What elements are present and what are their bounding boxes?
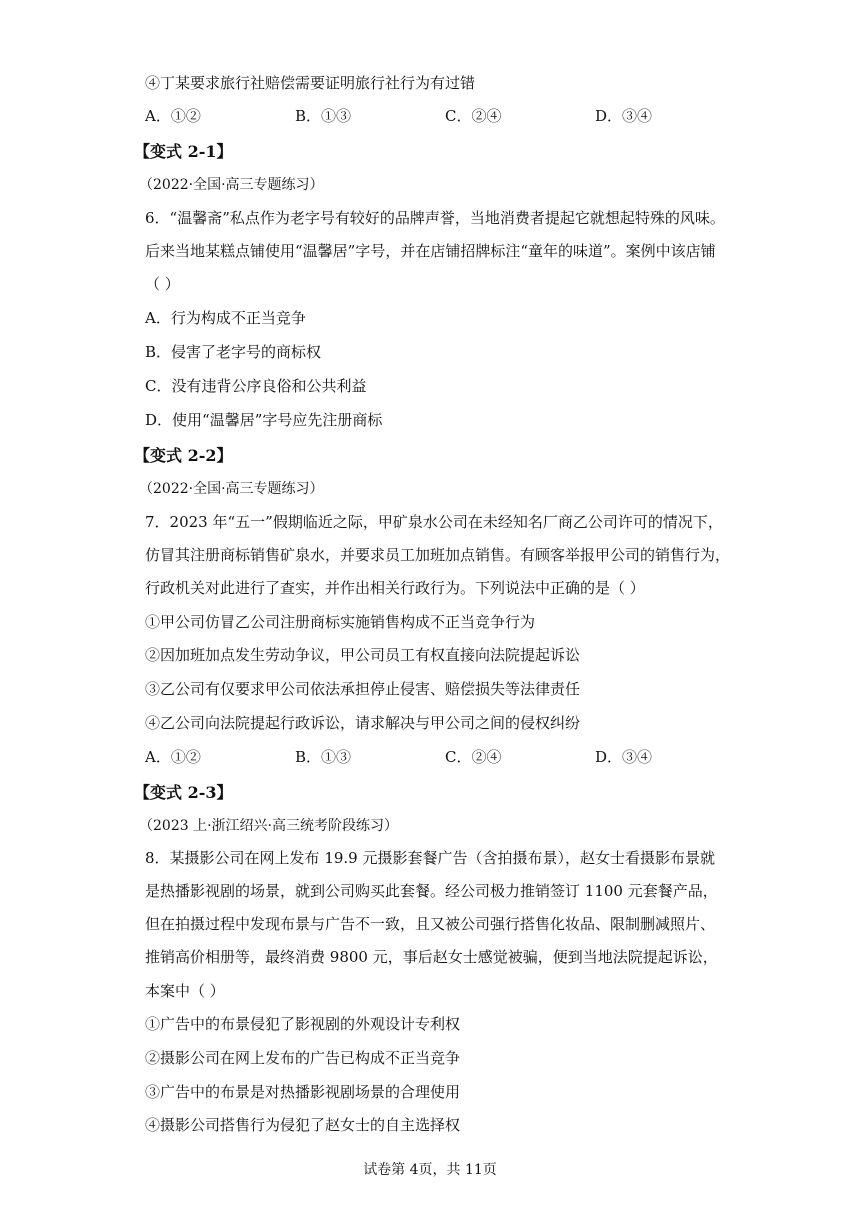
answer-option: A．①②	[145, 107, 201, 125]
text-line: 行政机关对此进行了查实，并作出相关行政行为。下列说法中正确的是（ ）	[145, 579, 645, 597]
answer-option: C．②④	[445, 748, 502, 766]
variant-heading: 【变式 2-3】	[134, 783, 233, 802]
text-line: B．侵害了老字号的商标权	[145, 343, 322, 361]
answer-option: D．③④	[595, 107, 653, 125]
text-line: C．没有违背公序良俗和公共利益	[145, 377, 367, 395]
variant-heading: 【变式 2-1】	[134, 142, 233, 161]
text-line: 8．某摄影公司在网上发布 19.9 元摄影套餐广告（含拍摄布景），赵女士看摄影布景就	[145, 849, 715, 867]
text-line: ①广告中的布景侵犯了影视剧的外观设计专利权	[145, 1015, 461, 1033]
text-line: D．使用“温馨居”字号应先注册商标	[145, 411, 383, 429]
text-line: （ ）	[145, 275, 180, 293]
text-line: ②摄影公司在网上发布的广告已构成不正当竞争	[145, 1049, 461, 1067]
answer-option: C．②④	[445, 107, 502, 125]
question-source: （2022·全国·高三专题练习）	[139, 177, 324, 193]
text-line: 本案中（ ）	[145, 982, 225, 1000]
text-line: A．行为构成不正当竞争	[145, 309, 306, 327]
text-line: ④摄影公司搭售行为侵犯了赵女士的自主选择权	[145, 1116, 461, 1134]
text-line: 6．“温馨斋”私点作为老字号有较好的品牌声誉，当地消费者提起它就想起特殊的风味。	[145, 209, 725, 227]
question-source: （2023 上·浙江绍兴·高三统考阶段练习）	[139, 818, 398, 834]
text-line: 推销高价相册等，最终消费 9800 元，事后赵女士感觉被骗，便到当地法院提起诉讼，	[145, 948, 718, 966]
answer-option: B．①③	[295, 107, 352, 125]
text-line: 仿冒其注册商标销售矿泉水，并要求员工加班加点销售。有顾客举报甲公司的销售行为，	[145, 546, 731, 564]
variant-heading: 【变式 2-2】	[134, 446, 233, 465]
text-line: 后来当地某糕点铺使用“温馨居”字号，并在店铺招牌标注“童年的味道”。案例中该店铺	[145, 242, 716, 260]
text-line: ③乙公司有仅要求甲公司依法承担停止侵害、赔偿损失等法律责任	[145, 680, 581, 698]
answer-option: B．①③	[295, 748, 352, 766]
answer-option: A．①②	[145, 748, 201, 766]
text-line: ①甲公司仿冒乙公司注册商标实施销售构成不正当竞争行为	[145, 613, 536, 631]
answer-option: D．③④	[595, 748, 653, 766]
page-footer: 试卷第 4页，共 11页	[363, 1162, 497, 1178]
text-line: 7．2023 年“五一”假期临近之际，甲矿泉水公司在未经知名厂商乙公司许可的情况下，	[145, 513, 723, 531]
text-line: 但在拍摄过程中发现布景与广告不一致，且又被公司强行搭售化妆品、限制删减照片、	[145, 915, 716, 933]
text-line: 是热播影视剧的场景，就到公司购买此套餐。经公司极力推销签订 1100 元套餐产品，	[145, 882, 718, 900]
question-source: （2022·全国·高三专题练习）	[139, 481, 324, 497]
text-line: ④丁某要求旅行社赔偿需要证明旅行社行为有过错	[145, 74, 476, 92]
text-line: ②因加班加点发生劳动争议，甲公司员工有权直接向法院提起诉讼	[145, 646, 581, 664]
text-line: ③广告中的布景是对热播影视剧场景的合理使用	[145, 1083, 461, 1101]
text-line: ④乙公司向法院提起行政诉讼，请求解决与甲公司之间的侵权纠纷	[145, 714, 581, 732]
